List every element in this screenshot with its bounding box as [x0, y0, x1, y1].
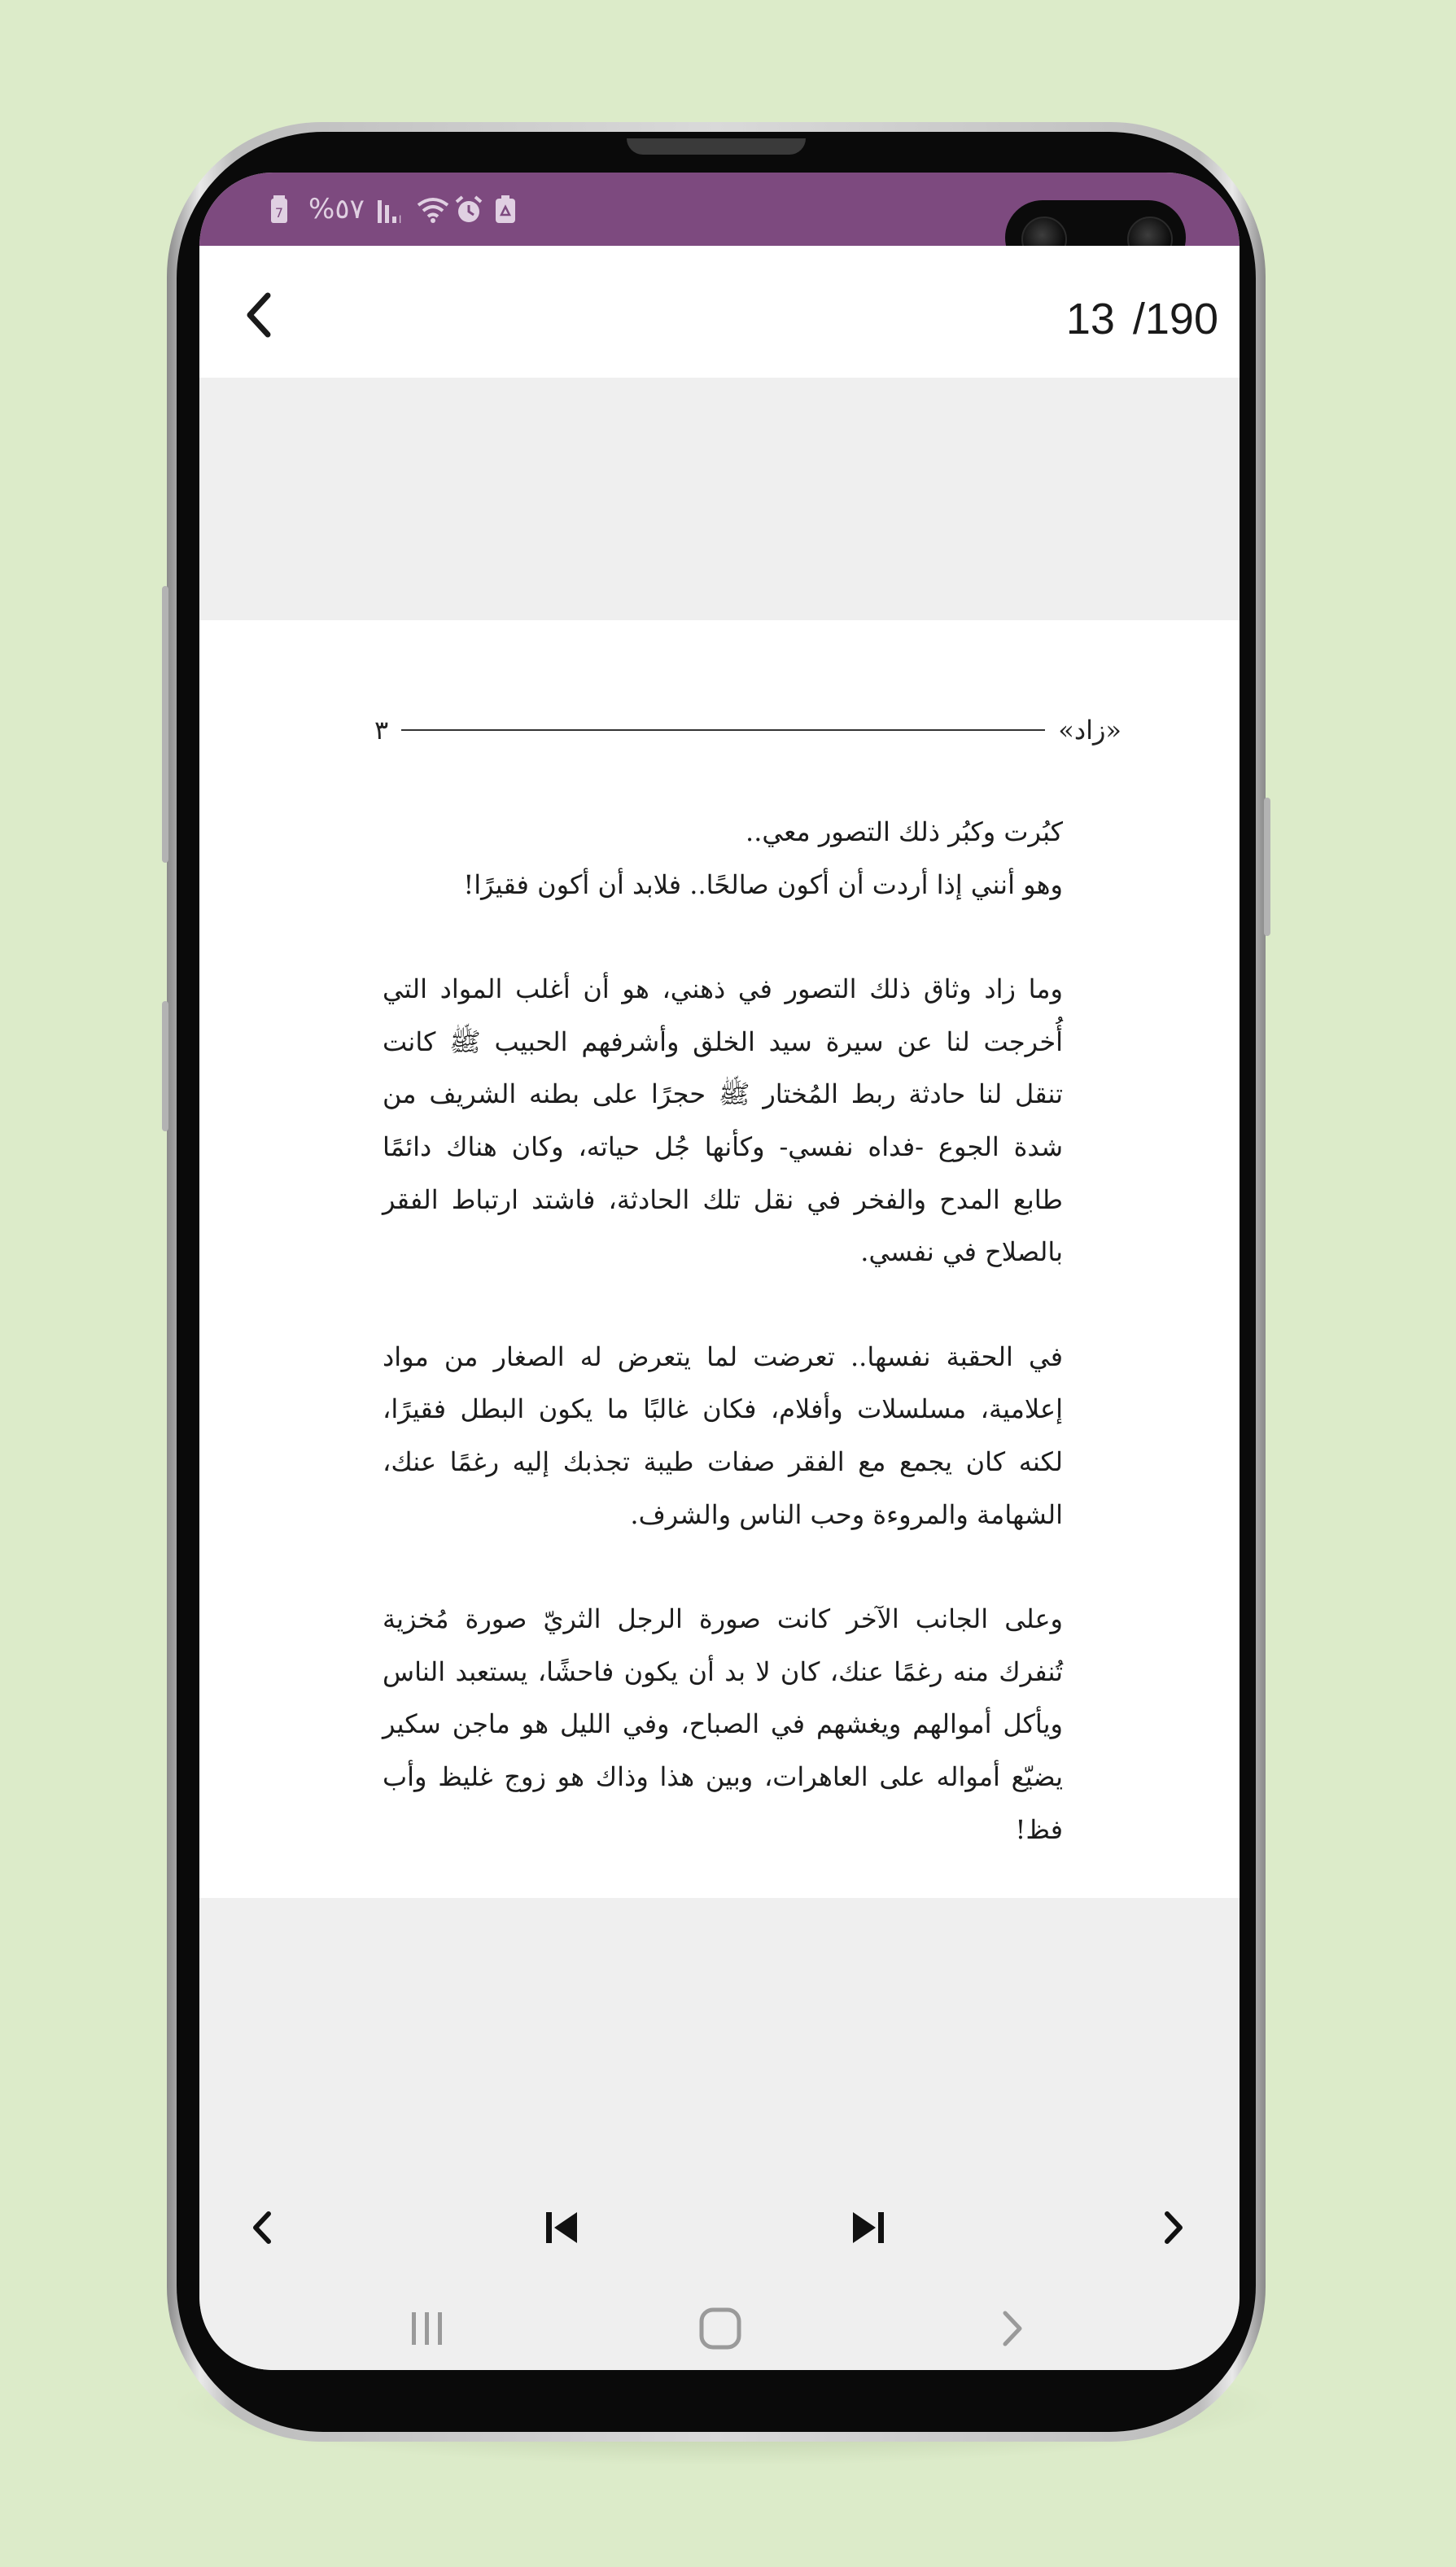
reader-nav-bar: [199, 2167, 1240, 2289]
power-button: [1264, 798, 1270, 936]
reader-header: [199, 246, 1240, 378]
svg-text:7: 7: [274, 205, 284, 221]
current-page: 13: [1065, 295, 1115, 343]
system-back-button[interactable]: [979, 2300, 1044, 2357]
page-counter: [1066, 295, 1218, 343]
status-bar: [199, 173, 1240, 246]
recents-button[interactable]: [395, 2300, 460, 2357]
svg-text:l: l: [398, 214, 402, 223]
last-page-button[interactable]: [832, 2191, 905, 2264]
paragraph: كبُرت وكبُر ذلك التصور معي.. وهو أنني إذا أردت أن أكون صالحًا.. فلابد أن أكون فقيرًا!: [463, 816, 1063, 900]
bixby-button: [162, 1001, 168, 1131]
battery-percent: %٥٧: [308, 193, 365, 225]
previous-page-button[interactable]: [225, 2191, 299, 2264]
next-page-button[interactable]: [1137, 2191, 1210, 2264]
status-icons: [269, 190, 521, 228]
system-back-icon: [995, 2308, 1028, 2349]
paragraph: وما زاد وثاق ذلك التصور في ذهني، هو أن أغلب المواد التي أُخرجت لنا عن سيرة سيد الخلق وأشرفهم الحبيب ﷺ كانت تنقل لنا حادثة ربط المُختار ﷺ حجرًا على بطنه الشريف من شدة الجوع -فداه نفسي- وكأنها جُل حياته، وكان هناك دائمًا طابع المدح والفخر في نقل تلك الحادثة، فاشتد ارتباط الفقر بالصلاح في نفسي.: [383, 973, 1064, 1268]
signal-icon: [376, 195, 404, 223]
wifi-icon: [415, 195, 443, 223]
home-button[interactable]: [688, 2300, 753, 2357]
book-page: [199, 620, 1240, 1898]
earpiece-speaker: [627, 138, 806, 155]
paragraph: وعلى الجانب الآخر كانت صورة الرجل الثريّ صورة مُخزية تُنفرك منه رغمًا عنك، كان لا بد أن يكون فاحشًا، يستعبد الناس ويأكل أموالهم ويغشهم في الصباح، وفي الليل هو ماجن سكير يضيّع أمواله على العاهرات، وبين هذا وذاك هو زوج غليظ وأب فظ!: [383, 1603, 1063, 1845]
volume-button: [162, 586, 168, 863]
recents-icon: [407, 2311, 448, 2346]
total-pages: /190: [1132, 295, 1218, 343]
chevron-right-icon: [1157, 2207, 1190, 2248]
chevron-left-icon: [246, 2207, 278, 2248]
back-button[interactable]: [232, 286, 289, 343]
running-head-rule: [401, 729, 1045, 731]
first-page-button[interactable]: [525, 2191, 598, 2264]
battery-icon: [269, 195, 297, 223]
top-band: [199, 378, 1240, 620]
running-head: [374, 710, 1122, 750]
chevron-left-icon: [240, 291, 281, 339]
paragraph: في الحقبة نفسها.. تعرضت لما يتعرض له الصغار من مواد إعلامية، مسلسلات وأفلام، فكان غالبًا ما يكون البطل فقيرًا، لكنه كان يجمع مع الفقر صفات طيبة تجذبك إليه رغمًا عنك، الشهامة والمروءة وحب الناس والشرف.: [383, 1340, 1063, 1530]
system-nav-bar: [199, 2289, 1240, 2370]
running-head-title: «زاد»: [1058, 715, 1122, 746]
recycle-icon: [493, 195, 521, 223]
phone-screen: [199, 173, 1240, 2370]
home-icon: [698, 2307, 742, 2351]
skip-first-icon: [541, 2207, 582, 2248]
skip-last-icon: [848, 2207, 889, 2248]
running-head-page: ٣: [374, 715, 389, 746]
book-text: [383, 806, 1063, 1908]
alarm-icon: [454, 195, 482, 223]
